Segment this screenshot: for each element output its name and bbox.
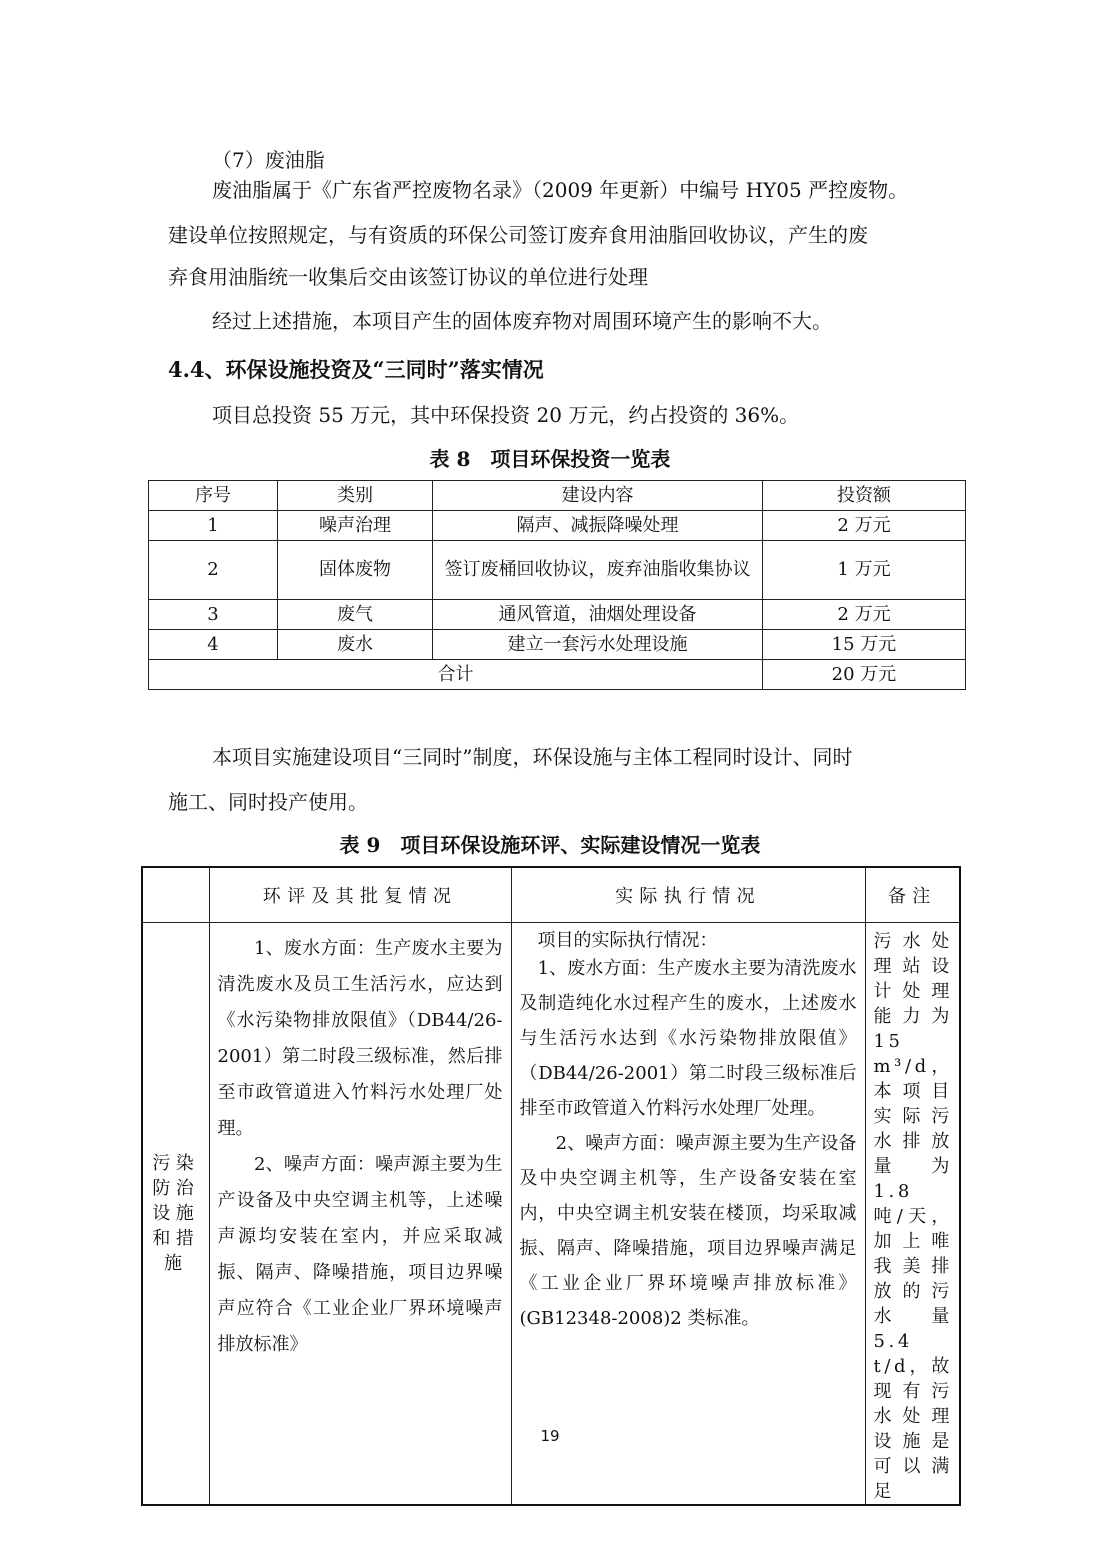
paragraph-line: 项目总投资 55 万元，其中环保投资 20 万元，约占投资的 36%。 — [212, 403, 800, 427]
paragraph-line: 建设单位按照规定，与有资质的环保公司签订废弃食用油脂回收协议，产生的废 — [168, 223, 868, 247]
section-heading-waste-oil: （7）废油脂 — [212, 148, 325, 172]
actual-paragraph: 1、废水方面：生产废水主要为清洗废水及制造纯化水过程产生的废水，上述废水与生活污水达到《水污染物排放限值》（DB44/26-2001）第二时段三级标准后排至市政管道入竹料污水处理厂处理。 — [519, 958, 857, 1119]
header-cell: 序号 — [149, 481, 278, 511]
header-cell: 建设内容 — [433, 481, 763, 511]
table-cell: 4 — [149, 630, 278, 660]
table8-caption: 表 8 项目环保投资一览表 — [429, 447, 671, 471]
table-cell: 隔声、减振降噪处理 — [433, 511, 763, 541]
table-header-row — [149, 481, 966, 511]
page-number: 19 — [540, 1427, 560, 1445]
eia-paragraph: 2、噪声方面：噪声源主要为生产设备及中央空调主机等，上述噪声源均安装在室内，并应采取减振、隔声、降噪措施，项目边界噪声应符合《工业企业厂界环境噪声排放标准》 — [217, 1154, 503, 1355]
eia-cell — [209, 923, 511, 1506]
table-cell: 通风管道，油烟处理设备 — [433, 600, 763, 630]
table-cell: 建立一套污水处理设施 — [433, 630, 763, 660]
actual-paragraph: 2、噪声方面：噪声源主要为生产设备及中央空调主机等，生产设备安装在室内，中央空调主机安装在楼顶，均采取减振、隔声、降噪措施，项目边界噪声满足《工业企业厂界环境噪声排放标准》(GB12348-2008)2 类标准。 — [519, 1133, 857, 1329]
table-cell: 2 — [149, 541, 278, 600]
header-cell: 实际执行情况 — [511, 867, 865, 923]
table-cell: 固体废物 — [278, 541, 433, 600]
header-cell — [142, 867, 209, 923]
table-cell: 废水 — [278, 630, 433, 660]
table-cell: 废气 — [278, 600, 433, 630]
table-cell: 签订废桶回收协议，废弃油脂收集协议 — [433, 541, 763, 600]
actual-cell — [511, 923, 865, 1506]
paragraph-line: 弃食用油脂统一收集后交由该签订协议的单位进行处理 — [168, 265, 648, 289]
table-header-row — [142, 867, 960, 923]
header-cell: 投资额 — [763, 481, 966, 511]
investment-table — [148, 480, 966, 690]
row-label: 污染防治设施和措施 — [142, 923, 209, 1506]
table-cell: 1 万元 — [763, 541, 966, 600]
total-value: 20 万元 — [763, 660, 966, 690]
header-cell: 环评及其批复情况 — [209, 867, 511, 923]
table-row — [149, 541, 966, 600]
header-cell: 类别 — [278, 481, 433, 511]
actual-paragraph: 项目的实际执行情况： — [519, 930, 718, 951]
table9-caption: 表 9 项目环保设施环评、实际建设情况一览表 — [339, 833, 761, 857]
paragraph-line: 经过上述措施，本项目产生的固体废弃物对周围环境产生的影响不大。 — [212, 309, 832, 333]
table-row — [149, 600, 966, 630]
table-row — [149, 511, 966, 541]
eia-paragraph: 1、废水方面：生产废水主要为清洗废水及员工生活污水，应达到《水污染物排放限值》（DB44/26-2001）第二时段三级标准，然后排至市政管道进入竹料污水处理厂处理。 — [217, 938, 503, 1139]
table-cell: 2 万元 — [763, 511, 966, 541]
table-cell: 噪声治理 — [278, 511, 433, 541]
table-row — [149, 630, 966, 660]
paragraph-line: 废油脂属于《广东省严控废物名录》（2009 年更新）中编号 HY05 严控废物。 — [212, 178, 909, 202]
paragraph-line: 施工、同时投产使用。 — [168, 790, 368, 814]
paragraph-line: 本项目实施建设项目“三同时”制度，环保设施与主体工程同时设计、同时 — [212, 745, 853, 769]
header-cell: 备注 — [865, 867, 960, 923]
table-cell: 1 — [149, 511, 278, 541]
remark-text: 污水处理站设计处理能力为 15 m³/d，本项目实际污水排放量为 1.8 吨/天，加上唯我美排放的污水量 5.4 t/d，故现有污水处理设施是可以满足 — [873, 931, 953, 1502]
table-cell: 3 — [149, 600, 278, 630]
total-label: 合计 — [149, 660, 763, 690]
remark-cell — [865, 923, 960, 1506]
table-cell: 15 万元 — [763, 630, 966, 660]
table-row — [142, 923, 960, 1506]
table-total-row — [149, 660, 966, 690]
facility-comparison-table — [141, 866, 961, 1506]
table-cell: 2 万元 — [763, 600, 966, 630]
section-heading-4-4: 4.4、环保设施投资及“三同时”落实情况 — [168, 357, 544, 382]
